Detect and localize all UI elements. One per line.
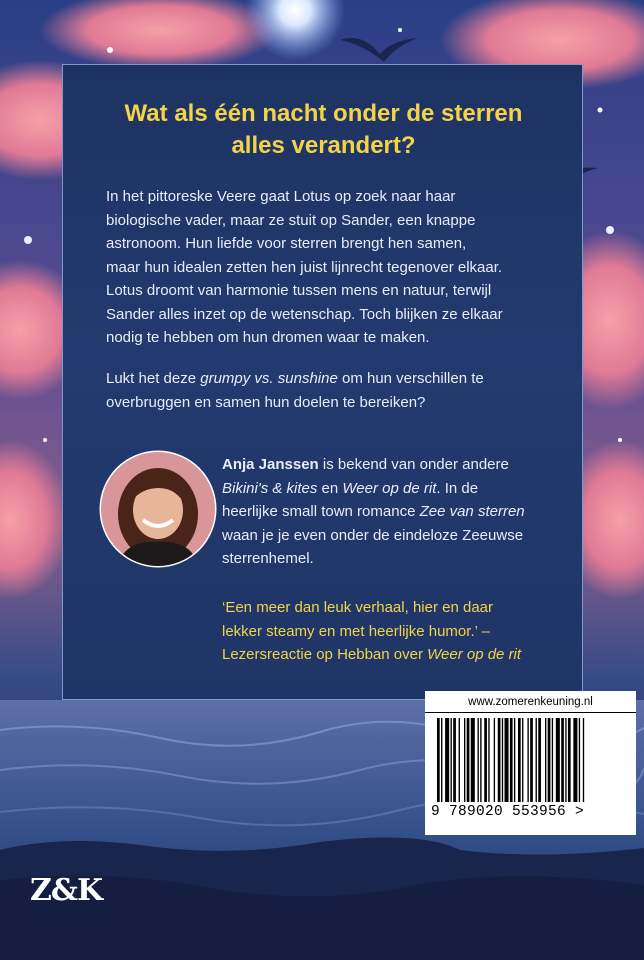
blurb-line: nodig te hebben om hun dromen waar te maken. [106,329,430,346]
blurb-line: biologische vader, maar ze stuit op Sander, een knappe [106,211,476,229]
barcode-bar [538,718,541,802]
isbn-digits: 9 789020 553956 > [431,804,585,820]
barcode-bar [548,718,551,802]
barcode-bar [561,718,564,802]
review-quote [222,596,572,667]
quote-line-2: lekker steamy en met heerlijke humor.’ – [222,622,490,640]
barcode-bars [431,718,630,802]
barcode-bar [518,718,521,802]
barcode-bar [514,718,515,802]
book-title: Zee van sterren [419,503,525,520]
bio-text: . In de [436,479,479,497]
barcode-block [425,691,636,835]
barcode-bar [488,718,489,802]
barcode-bar [441,718,442,802]
author-bio [222,453,572,571]
barcode-bar [478,718,479,802]
barcode-bar [552,718,553,802]
question-trope: grumpy vs. sunshine [200,370,338,387]
barcode-bar [556,718,560,802]
description-panel [62,64,583,700]
barcode-bar [536,718,537,802]
bio-line-4: waan je je even onder de eindeloze Zeeuwse [222,526,524,544]
barcode-bar [459,718,460,802]
barcode-bar [505,718,509,802]
barcode-bar [471,718,475,802]
bio-line-2 [222,477,572,501]
blurb-line: Lotus droomt van harmonie tussen mens en natuur, terwijl [106,282,492,299]
barcode-bar [579,718,580,802]
barcode-bar [464,718,465,802]
book-title: Weer op de rit [342,479,437,497]
headline-line-2: alles verandert? [231,132,416,159]
barcode-bar [437,718,440,802]
barcode-bar [510,718,513,802]
book-title: Bikini's & kites [222,479,318,497]
barcode-bar [484,718,487,802]
barcode-bar [494,718,495,802]
barcode-bar [467,718,470,802]
barcode-bar [502,718,503,802]
bio-line-3 [222,500,572,524]
headline-line-1: Wat als één nacht onder de sterren [124,100,523,127]
blurb-line: astronoom. Hun liefde voor sterren brengt hen samen, [106,235,467,252]
barcode-bar [530,718,533,802]
publisher-logo: Z&K [30,873,103,908]
barcode-bar [451,718,452,802]
bio-line-5: sterrenhemel. [222,550,314,567]
question-paragraph [106,367,566,414]
barcode-bar [545,718,546,802]
blurb-paragraph [106,185,566,350]
barcode-bar [453,718,456,802]
author-photo [99,450,217,568]
barcode-bar [527,718,528,802]
blurb-line: In het pittoreske Veere gaat Lotus op zoek naar haar [106,188,456,205]
barcode-bar [568,718,571,802]
question-line-2: overbruggen en samen hun doelen te bereiken? [106,393,426,411]
question-pre: Lukt het deze [106,370,201,387]
quote-source: Lezersreactie op Hebban over [222,646,428,663]
blurb-line: maar hun idealen zetten hen juist lijnrecht tegenover elkaar. [106,258,503,276]
barcode-bar [522,718,523,802]
publisher-url: www.zomerenkeuning.nl [425,691,636,713]
book-title: Weer op de rit [427,646,522,663]
question-post: om hun verschillen te [337,370,484,387]
bio-text: en [317,479,343,497]
question-line-1 [106,367,566,391]
author-name: Anja Janssen [222,456,319,473]
quote-line-1: ‘Een meer dan leuk verhaal, hier en daar [222,599,493,616]
barcode-bar [480,718,481,802]
bio-text: is bekend van onder andere [318,456,509,473]
barcode-bar [498,718,501,802]
barcode-bar [445,718,449,802]
barcode-bar [565,718,566,802]
barcode-bar [573,718,577,802]
barcode-bar [583,718,584,802]
bio-line-1 [222,453,572,477]
blurb-line: Sander alles inzet op de wetenschap. Toch blijken ze elkaar [106,305,503,323]
bio-text: heerlijke small town romance [222,503,420,520]
quote-line-3 [222,643,572,667]
